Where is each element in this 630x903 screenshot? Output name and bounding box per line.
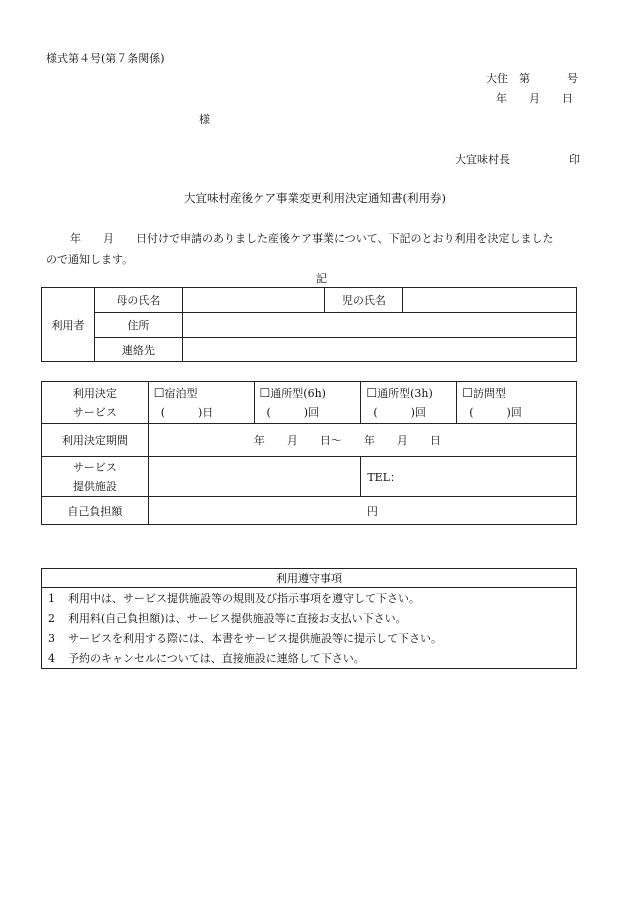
checkbox-icon[interactable]: ☐ [153, 385, 165, 400]
ki-label: 記 [316, 272, 327, 285]
service-type-stay: ☐宿泊型 ( )日 [148, 382, 254, 424]
form-number: 様式第４号(第７条関係) [46, 52, 165, 65]
facility-label: サービス 提供施設 [42, 457, 149, 497]
seal-mark: 印 [569, 153, 580, 166]
address-label: 住所 [94, 313, 182, 338]
facility-value [148, 457, 361, 497]
checkbox-icon[interactable]: ☐ [462, 385, 473, 400]
address-value [182, 313, 576, 338]
doc-number-suffix: 号 [567, 72, 578, 85]
service-type-visit: ☐訪問型 ( )回 [457, 382, 577, 424]
copay-value: 円 [148, 497, 576, 525]
checkbox-icon[interactable]: ☐ [366, 385, 378, 400]
user-section-label: 利用者 [42, 288, 95, 362]
rule-item: 3 サービスを利用する際には、本書をサービス提供施設等に提示して下さい。 [42, 628, 577, 648]
mother-name-label: 母の氏名 [94, 288, 182, 313]
issuer-name: 大宜味村長 [455, 153, 510, 166]
child-name-value [403, 288, 577, 313]
checkbox-icon[interactable]: ☐ [259, 385, 271, 400]
user-table [41, 287, 577, 362]
rules-table [41, 568, 577, 669]
doc-number-prefix: 大住 第 [486, 72, 530, 85]
contact-value [182, 338, 576, 362]
rule-item: 4 予約のキャンセルについては、直接施設に連絡して下さい。 [42, 648, 577, 669]
document-title: 大宜味村産後ケア事業変更利用決定通知書(利用券) [184, 191, 446, 205]
recipient-suffix: 様 [199, 113, 210, 126]
rule-item: 1 利用中は、サービス提供施設等の規則及び指示事項を遵守して下さい。 [42, 588, 577, 608]
service-type-daycare-6h: ☐通所型(6h) ( )回 [254, 382, 361, 424]
period-label: 利用決定期間 [42, 424, 149, 457]
body-line-1: 年 月 日付けで申請のありました産後ケア事業について、下記のとおり利用を決定しました [70, 232, 554, 245]
rule-item: 2 利用料(自己負担額)は、サービス提供施設等に直接お支払い下さい。 [42, 608, 577, 628]
child-name-label: 児の氏名 [325, 288, 403, 313]
decision-service-label: 利用決定 サービス [42, 382, 149, 424]
body-line-2: ので通知します。 [46, 253, 134, 266]
contact-label: 連絡先 [94, 338, 182, 362]
service-type-daycare-3h: ☐通所型(3h) ( )回 [361, 382, 457, 424]
mother-name-value [182, 288, 325, 313]
facility-tel: TEL： [361, 457, 577, 497]
copay-label: 自己負担額 [42, 497, 149, 525]
service-table [41, 381, 577, 525]
rules-title: 利用遵守事項 [42, 569, 577, 588]
issue-date: 年 月 日 [496, 92, 573, 105]
period-value: 年 月 日〜 年 月 日 [148, 424, 576, 457]
